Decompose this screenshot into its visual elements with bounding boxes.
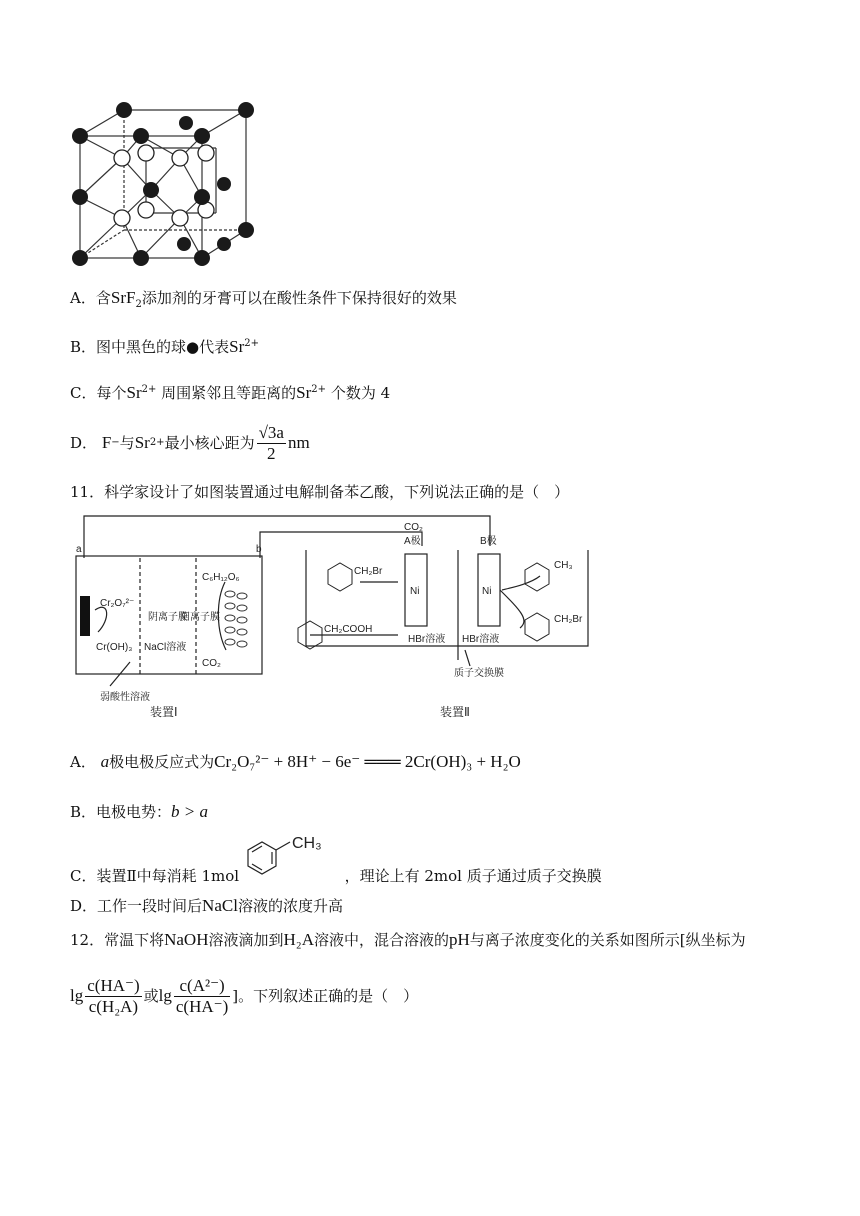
svg-text:Cr₂O₇²⁻: Cr₂O₇²⁻ (100, 598, 135, 609)
crystal-structure-figure (66, 98, 266, 273)
q10-option-c[interactable]: C．每个$Sr^{2+}$ 周围紧邻且等距离的$Sr^{2+}$ 个数为 4 (70, 383, 391, 402)
svg-text:A极: A极 (404, 536, 421, 547)
svg-text:CO₂: CO₂ (404, 522, 423, 533)
microbe-cluster (225, 591, 247, 647)
svg-text:a: a (76, 544, 82, 555)
q11-option-a[interactable]: A． a极电极反应式为Cr₂O₇²⁻ + 8H⁺ − 6e⁻ ═══ 2Cr(OH)₃ + H₂O (70, 752, 521, 771)
svg-text:CO₂: CO₂ (202, 658, 221, 669)
svg-text:B极: B极 (480, 536, 497, 547)
svg-text:CH₃: CH₃ (292, 835, 322, 852)
svg-text:b: b (256, 544, 262, 555)
svg-text:NaCl溶液: NaCl溶液 (144, 642, 187, 653)
svg-text:HBr溶液: HBr溶液 (408, 634, 446, 645)
svg-text:CH₂COOH: CH₂COOH (324, 624, 373, 635)
q10-option-b[interactable]: B．图中黑色的球●代表$Sr^{2+}$ (70, 337, 259, 356)
svg-text:Ni: Ni (482, 586, 492, 597)
q11-stem: 11．科学家设计了如图装置通过电解制备苯乙酸，下列说法正确的是（ ） (70, 483, 570, 501)
q12-ordinate-expression: lg $\frac{c(HA^-)}{\text{c(H₂A)}}$ 或 lg $\frac{\text{c(A²⁻)}}{c(HA^-)}$ ]。下列叙述正确的是（ ） (70, 975, 419, 1016)
q10-option-a[interactable]: A．含SrF$_2$添加剂的牙膏可以在酸性条件下保持很好的效果 (70, 288, 457, 310)
q11-option-c[interactable]: C．装置Ⅱ中每消耗 1mol ，理论上有 2mol 质子通过质子交换膜 (70, 867, 602, 885)
electrolysis-apparatus-figure (70, 510, 590, 720)
q11-option-b[interactable]: B．电极电势：b > a (70, 802, 209, 821)
svg-text:CH₂Br: CH₂Br (554, 614, 583, 625)
svg-text:Cr(OH)₃: Cr(OH)₃ (96, 642, 133, 653)
svg-text:质子交换膜: 质子交换膜 (454, 668, 504, 679)
svg-text:HBr溶液: HBr溶液 (462, 634, 500, 645)
svg-text:阳离子膜: 阳离子膜 (180, 612, 220, 623)
svg-text:装置Ⅱ: 装置Ⅱ (440, 705, 470, 719)
strontium-ions (72, 102, 254, 266)
svg-text:装置Ⅰ: 装置Ⅰ (150, 705, 178, 719)
fluoride-ions (114, 145, 214, 226)
svg-text:CH₂Br: CH₂Br (354, 566, 383, 577)
q11-option-d[interactable]: D．工作一段时间后NaCl溶液的浓度升高 (70, 896, 343, 915)
svg-text:Ni: Ni (410, 586, 420, 597)
svg-text:弱酸性溶液: 弱酸性溶液 (100, 692, 150, 703)
toluene-structure (238, 828, 338, 878)
svg-text:C₆H₁₂O₆: C₆H₁₂O₆ (202, 572, 240, 583)
distance-fraction: $\frac{√3a}{2}$ (258, 422, 284, 463)
q12-stem: 12．常温下将NaOH溶液滴加到H₂A溶液中，混合溶液的pH与离子浓度变化的关系如图所示[纵坐标为 (70, 930, 746, 949)
q10-option-d[interactable]: D． F − 与 Sr 2+ 最小核心距为 $\frac{√3a}{2}$ nm (70, 422, 310, 463)
svg-text:阴离子膜: 阴离子膜 (148, 612, 188, 623)
electrode-a (80, 596, 90, 636)
svg-text:CH₃: CH₃ (554, 560, 573, 571)
